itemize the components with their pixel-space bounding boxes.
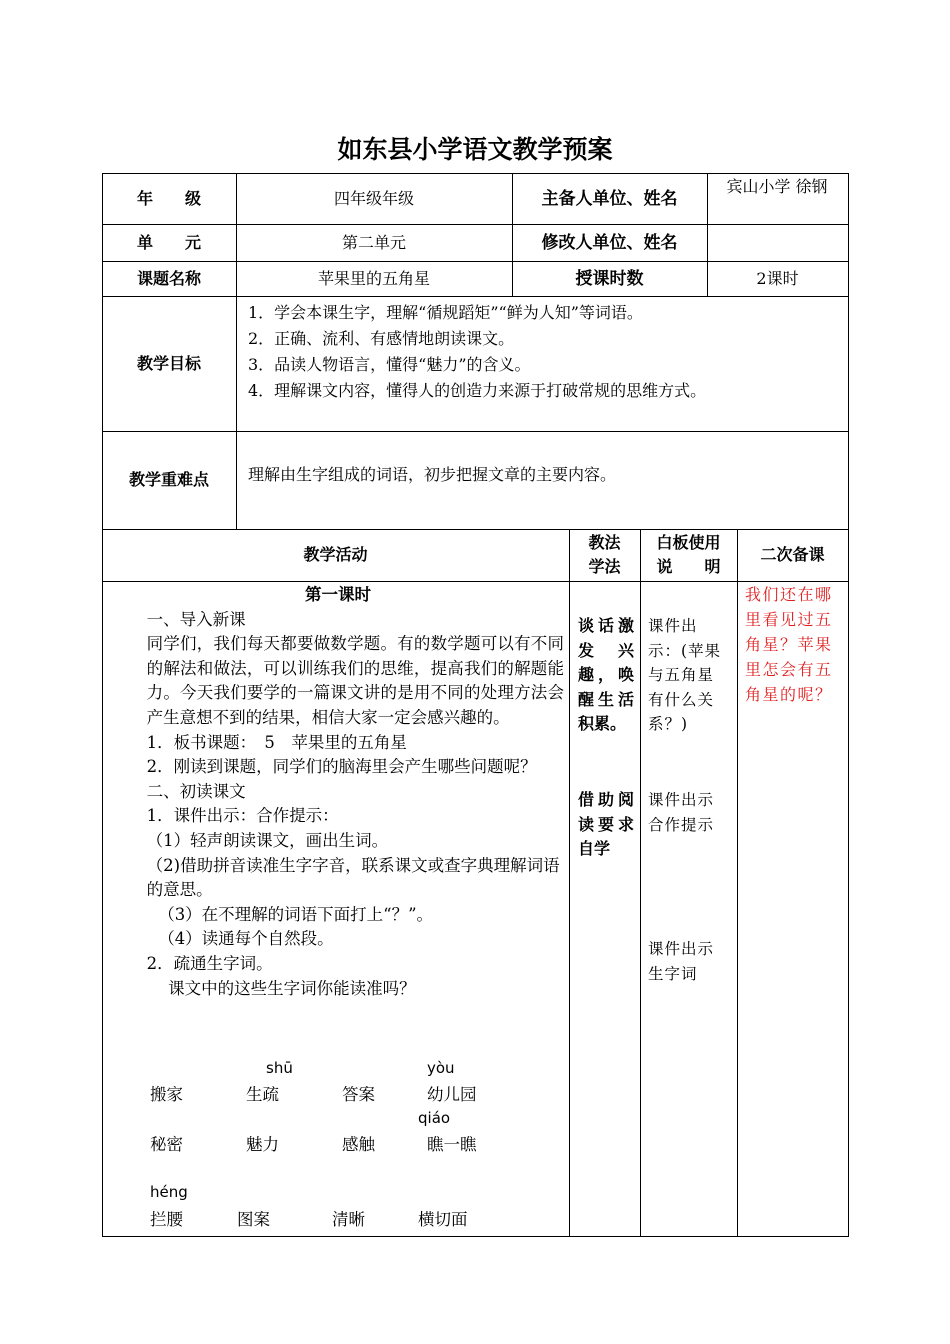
lesson-line: （4）读通每个自然段。 [158,929,334,949]
vocab-word: 感触 [342,1135,375,1154]
board-note: 课件出示生字词 [648,940,715,983]
hours-value: 2课时 [756,268,799,288]
unit-label: 单 元 [136,232,201,252]
vocab-word: 图案 [237,1210,270,1229]
reviser-label: 修改人单位、姓名 [541,232,678,253]
method-header-line: 学法 [588,557,621,576]
lesson-line: 2．疏通生字词。 [146,953,273,973]
hours-label: 授课时数 [575,268,644,289]
table-border [569,529,570,1236]
lesson-line: （3）在不理解的词语下面打上“？”。 [158,904,434,924]
reviser-value [707,224,848,261]
key-points-label: 教学重难点 [128,470,209,489]
vocab-word: 搬家 [150,1085,183,1104]
vocab-word: 拦腰 [150,1210,183,1229]
lesson-line: 课文中的这些生字词你能读准吗？ [168,978,416,998]
method-note: 谈话激发兴趣，唤醒生活积累。 [578,616,634,733]
board-note: 课件出示合作提示 [648,791,715,834]
lesson-line: 1．板书课题： 5 苹果里的五角星 [146,732,407,752]
topic-label: 课题名称 [136,268,201,288]
goal-item: 3．品读人物语言，懂得“魅力”的含义。 [248,355,531,374]
goal-item: 1．学会本课生字，理解“循规蹈矩”“鲜为人知”等词语。 [248,303,643,322]
grade-label: 年 级 [136,188,201,208]
lesson-line: 一、导入新课 [146,609,246,629]
method-header [569,529,640,581]
table-border [102,1236,849,1237]
board-header-line: 白板使用 [656,533,721,552]
pinyin: héng [150,1183,188,1201]
second-prep-note: 我们还在哪里看见过五角星？苹果里怎会有五角星的呢？ [745,585,833,704]
preparer-label: 主备人单位、姓名 [541,188,678,209]
vocab-word: 秘密 [150,1135,183,1154]
page-title: 如东县小学语文教学预案 [337,135,613,164]
table-border [737,529,738,1236]
lesson-line: 同学们，我们每天都要做数学题。有的数学题可以有不同的解法和做法，可以训练我们的思维，提高我们的解题能力。今天我们要学的一篇课文讲的是用不同的处理方法会产生意想不到的结果，相信大家一定会感兴趣的。 [146,634,564,727]
goal-item: 4．理解课文内容，懂得人的创造力来源于打破常规的思维方式。 [248,381,707,400]
vocab-word: 生疏 [246,1085,279,1104]
table-border [848,173,849,1236]
board-header-line: 说 明 [656,557,721,576]
vocab-word: 魅力 [246,1135,279,1154]
unit-value: 第二单元 [341,232,406,252]
method-note: 借助阅读要求自学 [578,790,634,858]
pinyin: qiáo [418,1109,451,1127]
method-header-line: 教法 [588,533,621,552]
vocab-word: 清晰 [332,1210,365,1229]
vocab-word: 瞧一瞧 [427,1135,477,1154]
lesson-line: 2．刚读到课题，同学们的脑海里会产生哪些问题呢？ [146,757,537,777]
lesson-line: 二、初读课文 [146,781,246,801]
vocab-word: 答案 [342,1085,375,1104]
goal-item: 2．正确、流利、有感情地朗读课文。 [248,329,515,348]
preparer-value: 宾山小学 徐钢 [726,177,828,196]
second-prep-header: 二次备课 [760,545,825,564]
goals-list [248,300,838,404]
lesson-line: （2)借助拼音读准生字字音，联系课文或查字典理解词语的意思。 [146,855,560,900]
goals-label: 教学目标 [136,353,201,373]
topic-value: 苹果里的五角星 [317,268,430,288]
pinyin: shū [266,1059,293,1077]
activity-header: 教学活动 [303,545,368,564]
lesson-content [112,583,564,1001]
vocab-word: 幼儿园 [427,1085,477,1104]
board-note: 课件出示：(苹果与五角星有什么关系？) [648,617,722,733]
table-border [640,529,641,1236]
key-points-value: 理解由生字组成的词语，初步把握文章的主要内容。 [248,465,617,484]
lesson-heading: 第一课时 [305,585,371,604]
vocab-word: 横切面 [418,1210,468,1229]
grade-value: 四年级年级 [333,188,414,208]
board-header [640,529,737,581]
lesson-line: 1．课件出示：合作提示： [146,806,339,826]
pinyin: yòu [427,1059,455,1077]
lesson-line: （1）轻声朗读课文，画出生词。 [146,830,389,850]
